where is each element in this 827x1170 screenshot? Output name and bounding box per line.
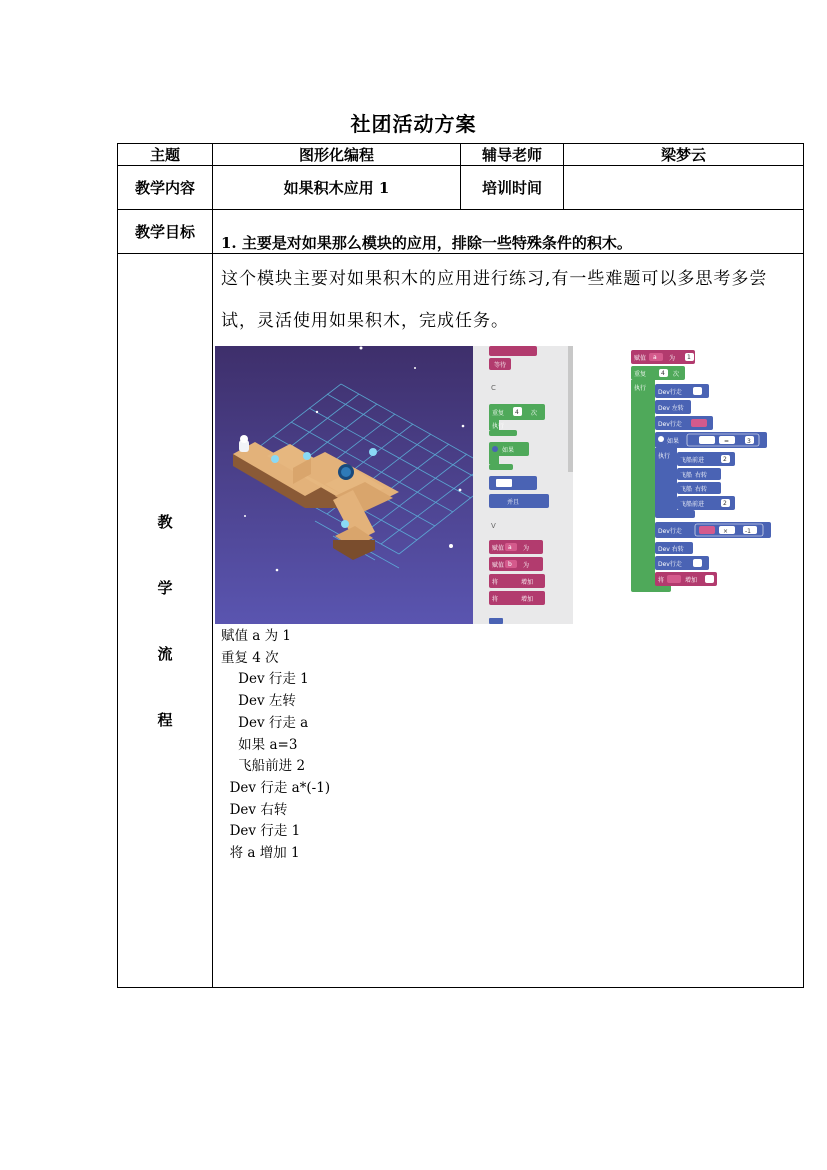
prog-exec: 执行 [634, 385, 647, 392]
palette-var-a: a [508, 544, 512, 551]
prog-if: 如果 [667, 438, 680, 445]
palette-wait: 等待 [494, 362, 507, 369]
code-line: Dev 行走 1 [221, 671, 309, 688]
content-label: 教学内容 [118, 166, 213, 210]
prog-increase: 增加 [685, 577, 698, 584]
topic-value: 图形化编程 [213, 144, 461, 166]
plan-table [117, 143, 804, 988]
palette-assign-b: 赋值 [492, 562, 505, 569]
palette-assign-a: 赋值 [492, 545, 505, 552]
screenshot-strip [213, 346, 803, 624]
flow-label-char: 流 [157, 644, 173, 663]
goal-value: 1. 主要是对如果那么模块的应用，排除一些特殊条件的积木。 [213, 210, 804, 254]
palette-repeat-count: 4 [515, 409, 519, 416]
document-title: 社团活动方案 [350, 112, 477, 136]
topic-label: 主题 [118, 144, 213, 166]
code-line: 将 a 增加 1 [221, 845, 300, 862]
code-line: 飞船前进 2 [221, 758, 306, 775]
palette-if: 如果 [502, 447, 515, 454]
coding-screenshot [215, 346, 795, 624]
prog-ship-right-2: 飞船 [680, 486, 693, 493]
palette-section-c: C [491, 384, 496, 392]
prog-ship-right-word-2: 右转 [695, 486, 708, 493]
content-value: 如果积木应用 1 [213, 166, 461, 210]
palette-times: 次 [531, 410, 538, 417]
prog-times-op: × [723, 528, 729, 535]
prog-assign: 赋值 [634, 355, 647, 362]
prog-eq: = [724, 438, 730, 445]
program-workspace [573, 346, 795, 624]
code-line: 重复 4 次 [221, 649, 279, 666]
prog-three: 3 [747, 438, 751, 445]
prog-ship-right-1: 飞船 [680, 472, 693, 479]
teacher-value: 梁梦云 [564, 144, 804, 166]
palette-exec: 执行 [492, 423, 505, 430]
content-row [118, 166, 804, 210]
palette-to-b: 为 [523, 562, 530, 569]
palette-set-b: 将 [492, 596, 499, 603]
flow-label-char: 程 [157, 710, 173, 729]
prog-ship-right-word-1: 右转 [695, 472, 708, 479]
time-label: 培训时间 [461, 166, 564, 210]
code-line: Dev 行走 a*(-1) [221, 779, 331, 796]
prog-ship-fwd-2: 飞船前进 [680, 501, 705, 508]
goal-label: 教学目标 [118, 210, 213, 254]
prog-var: a [653, 354, 657, 361]
palette-section-v: V [491, 522, 496, 530]
prog-two-1: 2 [723, 456, 727, 463]
palette-increase-a: 增加 [521, 579, 534, 586]
palette-to-a: 为 [523, 545, 530, 552]
code-line: 如果 a=3 [221, 736, 298, 753]
code-line: Dev 左转 [221, 693, 296, 710]
palette-set-a: 将 [492, 579, 499, 586]
prog-if-exec: 执行 [658, 453, 671, 460]
palette-var-b: b [508, 561, 512, 568]
prog-to: 为 [669, 355, 676, 362]
code-line: 赋值 a 为 1 [221, 628, 292, 644]
prog-four: 4 [661, 370, 665, 377]
code-line: Dev 行走 1 [221, 823, 301, 840]
prog-times: 次 [673, 371, 680, 378]
palette-increase-b: 增加 [521, 596, 534, 603]
prog-walk-neg: Dev行走 [658, 528, 682, 535]
header-row [118, 144, 804, 166]
flow-intro: 这个模块主要对如果积木的应用进行练习,有一些难题可以多思考多尝试，灵活使用如果积木，完成任务。 [221, 269, 768, 331]
prog-walk-last: Dev行走 [658, 561, 682, 568]
game-scene [215, 346, 473, 624]
palette-and: 并且 [507, 499, 520, 506]
flow-content [213, 254, 804, 988]
teacher-label: 辅导老师 [461, 144, 564, 166]
prog-two-2: 2 [723, 500, 727, 507]
code-line: Dev 行走 a [221, 714, 309, 731]
prog-walk-a: Dev行走 [658, 421, 682, 428]
block-palette [473, 346, 573, 624]
prog-set: 将 [658, 577, 665, 584]
pseudo-code [213, 626, 803, 865]
prog-ship-fwd-1: 飞船前进 [680, 457, 705, 464]
goal-row [118, 210, 804, 254]
time-value [564, 166, 804, 210]
prog-repeat: 重复 [634, 371, 647, 378]
flow-label [118, 254, 213, 988]
flow-label-char: 学 [157, 578, 173, 597]
flow-row [118, 254, 804, 988]
prog-one: 1 [687, 354, 691, 361]
prog-neg1: -1 [745, 528, 751, 535]
palette-repeat: 重复 [492, 410, 505, 417]
prog-left: Dev 左转 [658, 405, 684, 412]
flow-label-char: 教 [157, 512, 173, 531]
code-line: Dev 右转 [221, 801, 288, 818]
prog-right: Dev 右转 [658, 546, 684, 553]
prog-walk-1: Dev行走 [658, 389, 682, 396]
